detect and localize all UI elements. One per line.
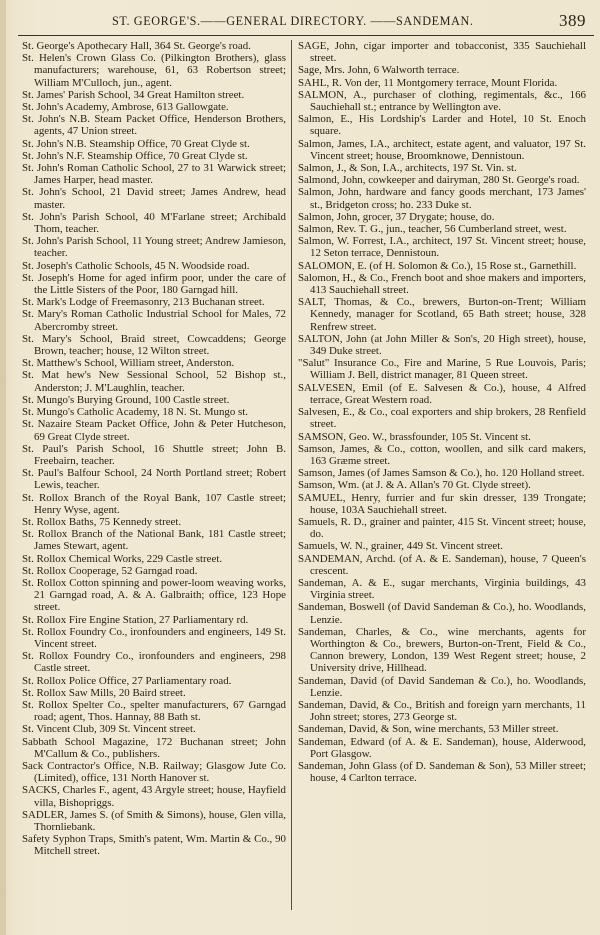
directory-entry: Sandeman, Boswell (of David Sandeman & Co.), ho. Woodlands, Lenzie. [298, 601, 586, 626]
directory-entry: "Salut" Insurance Co., Fire and Marine, 5 Rue Louvois, Paris; William J. Bell, district manager, 81 Queen street. [298, 357, 586, 382]
directory-entry: Salmon, E., His Lordship's Larder and Hotel, 10 St. Enoch square. [298, 113, 586, 138]
column-divider [291, 40, 292, 910]
directory-entry: St. John's Parish School, 11 Young street; Andrew Jamieson, teacher. [22, 235, 286, 260]
directory-entry: St. John's N.F. Steamship Office, 70 Great Clyde st. [22, 149, 248, 162]
binding-gutter [0, 0, 6, 935]
directory-entry: Safety Syphon Traps, Smith's patent, Wm. Martin & Co., 90 Mitchell street. [22, 833, 286, 858]
directory-entry: St. Mary's Roman Catholic Industrial School for Males, 72 Abercromby street. [22, 308, 286, 333]
directory-entry: Sandeman, David (of David Sandeman & Co.), ho. Woodlands, Lenzie. [298, 674, 586, 699]
directory-entry: St. Matthew's School, William street, Anderston. [22, 357, 235, 370]
running-head: ST. GEORGE'S.——GENERAL DIRECTORY. ——SANDEMAN. [112, 14, 474, 28]
directory-entry: St. Paul's Parish School, 16 Shuttle street; John B. Freebairn, teacher. [22, 442, 286, 467]
directory-entry: SALOMON, E. (of H. Solomon & Co.), 15 Rose st., Garnethill. [298, 259, 577, 272]
directory-entry: St. James' Parish School, 34 Great Hamilton street. [22, 88, 245, 101]
directory-entry: Salvesen, E., & Co., coal exporters and ship brokers, 28 Renfield street. [298, 406, 586, 431]
directory-entry: SALMON, A., purchaser of clothing, regimentals, &c., 166 Sauchiehall st.; entrance by Wellington ave. [298, 88, 586, 114]
left-column [22, 40, 286, 915]
page-header [26, 11, 592, 32]
directory-entry: St. John's N.B. Steam Packet Office, Henderson Brothers, agents, 47 Union street. [22, 113, 286, 138]
directory-entry: St. Paul's Balfour School, 24 North Portland street; Robert Lewis, teacher. [22, 467, 286, 492]
directory-entry: SANDEMAN, Archd. (of A. & E. Sandeman), house, 7 Queen's crescent. [298, 552, 586, 577]
right-column [298, 40, 586, 915]
directory-entry: St. Mat hew's New Sessional School, 52 Bishop st., Anderston; J. M'Laughlin, teacher. [22, 369, 286, 394]
directory-entry: Sabbath School Magazine, 172 Buchanan street; John M'Callum & Co., publishers. [22, 735, 286, 760]
directory-entry: Sandeman, Charles, & Co., wine merchants, agents for Worthington & Co., brewers, Burton-on-Trent, Field & Co., Cannon brewery, London, 139 West Regent street; house, 2 University drive, Hillhead. [298, 625, 586, 675]
directory-entry: Samson, James (of James Samson & Co.), ho. 120 Holland street. [298, 467, 585, 480]
directory-entry: SAGE, John, cigar importer and tobacconist, 335 Sauchiehall street. [298, 40, 586, 65]
directory-entry: SALT, Thomas, & Co., brewers, Burton-on-Trent; William Kennedy, manager for Scotland, 65 Bath street; house, 328 Renfrew street. [298, 296, 586, 333]
directory-entry: St. Joseph's Home for aged infirm poor, under the care of the Little Sisters of the Poor, 180 Garngad hill. [22, 271, 286, 297]
directory-entry: St. Rollox Cooperage, 52 Garngad road. [22, 564, 198, 577]
directory-entry: SAMUEL, Henry, furrier and fur skin dresser, 139 Trongate; house, 103A Sauchiehall street. [298, 491, 586, 516]
directory-entry: St. Mary's School, Braid street, Cowcaddens; George Brown, teacher; house, 12 Wilton street. [22, 332, 286, 358]
directory-entry: St. Rollox Police Office, 27 Parliamentary road. [22, 674, 232, 687]
directory-entry: St. Rollox Spelter Co., spelter manufacturers, 67 Garngad road; agent, Thos. Hannay, 88 Bath st. [22, 698, 286, 724]
directory-entry: Samson, James, & Co., cotton, woollen, and silk card makers, 163 Græme street. [298, 442, 586, 467]
directory-entry: Salomon, H., & Co., French boot and shoe makers and importers, 413 Sauchiehall street. [298, 271, 586, 297]
directory-entry: SACKS, Charles F., agent, 43 Argyle street; house, Hayfield villa, Bishopriggs. [22, 784, 286, 809]
directory-entry: Salmond, John, cowkeeper and dairyman, 280 St. George's road. [298, 174, 580, 187]
directory-entry: Samuels, R. D., grainer and painter, 415 St. Vincent street; house, do. [298, 515, 586, 541]
directory-entry: St. Rollox Fire Engine Station, 27 Parliamentary rd. [22, 613, 249, 626]
directory-entry: St. Rollox Branch of the National Bank, 181 Castle street; James Stewart, agent. [22, 528, 286, 553]
directory-entry: St. Vincent Club, 309 St. Vincent street. [22, 723, 196, 736]
directory-entry: Salmon, J., & Son, I.A., architects, 197 St. Vin. st. [298, 162, 517, 175]
directory-entry: Samson, Wm. (at J. & A. Allan's 70 Gt. Clyde street). [298, 479, 531, 492]
directory-entry: SALVESEN, Emil (of E. Salvesen & Co.), house, 4 Alfred terrace, Great Western road. [298, 381, 586, 406]
directory-entry: St. Rollox Foundry Co., ironfounders and engineers, 298 Castle street. [22, 650, 286, 675]
page-number: 389 [559, 11, 586, 30]
directory-entry: SALTON, John (at John Miller & Son's, 20 High street), house, 349 Duke street. [298, 332, 586, 358]
directory-entry: Sage, Mrs. John, 6 Walworth terrace. [298, 64, 460, 77]
directory-entry: Sandeman, David, & Son, wine merchants, 53 Miller street. [298, 723, 559, 736]
directory-entry: St. Rollox Chemical Works, 229 Castle street. [22, 552, 223, 565]
directory-entry: St. John's School, 21 David street; James Andrew, head master. [22, 186, 286, 211]
directory-entry: St. Rollox Branch of the Royal Bank, 107 Castle street; Henry Wyse, agent. [22, 491, 286, 516]
directory-entry: St. John's Roman Catholic School, 27 to 31 Warwick street; James Harper, head master. [22, 162, 286, 187]
directory-entry: Sandeman, A. & E., sugar merchants, Virginia buildings, 43 Virginia street. [298, 576, 586, 602]
directory-entry: Salmon, John, grocer, 37 Drygate; house, do. [298, 210, 495, 223]
directory-entry: St. John's Parish School, 40 M'Farlane street; Archibald Thom, teacher. [22, 210, 286, 236]
directory-entry: Sandeman, Edward (of A. & E. Sandeman), house, Alderwood, Port Glasgow. [298, 735, 586, 760]
directory-entry: St. Rollox Baths, 75 Kennedy street. [22, 515, 182, 528]
directory-entry: St. Helen's Crown Glass Co. (Pilkington Brothers), glass manufacturers; warehouse, 61, 63 Robertson street; William M'Culloch, jun., agent. [22, 52, 286, 89]
directory-entry: St. John's N.B. Steamship Office, 70 Great Clyde st. [22, 137, 250, 150]
directory-entry: St. Mungo's Catholic Academy, 18 N. St. Mungo st. [22, 406, 249, 419]
directory-entry: St. Rollox Cotton spinning and power-loom weaving works, 21 Garngad road, A. & A. Galbraith; office, 123 Hope street. [22, 576, 286, 614]
directory-entry: SAHL, R. Von der, 11 Montgomery terrace, Mount Florida. [298, 76, 558, 89]
directory-entry: St. Rollox Foundry Co., ironfounders and engineers, 149 St. Vincent street. [22, 625, 286, 650]
directory-entry: St. Rollox Saw Mills, 20 Baird street. [22, 686, 186, 699]
directory-entry: Samuels, W. N., grainer, 449 St. Vincent street. [298, 540, 503, 553]
directory-entry: St. George's Apothecary Hall, 364 St. George's road. [22, 40, 251, 52]
directory-entry: Salmon, John, hardware and fancy goods merchant, 173 James' st., Bridgeton cross; ho. 233 Duke st. [298, 186, 586, 211]
directory-entry: St. Mark's Lodge of Freemasonry, 213 Buchanan street. [22, 296, 265, 309]
directory-entry: SADLER, James S. (of Smith & Simons), house, Glen villa, Thornliebank. [22, 808, 286, 833]
directory-entry: Sandeman, John Glass (of D. Sandeman & Son), 53 Miller street; house, 4 Carlton terrace. [298, 759, 586, 785]
directory-entry: Sack Contractor's Office, N.B. Railway; Glasgow Jute Co. (Limited), office, 131 North Hanover st. [22, 759, 286, 785]
directory-entry: St. John's Academy, Ambrose, 613 Gallowgate. [22, 101, 229, 114]
directory-entry: Salmon, James, I.A., architect, estate agent, and valuator, 197 St. Vincent street; house, Broomknowe, Dennistoun. [298, 137, 586, 162]
directory-entry: Salmon, W. Forrest, I.A., architect, 197 St. Vincent street; house, 12 Seton terrace, Dennistoun. [298, 235, 586, 260]
directory-entry: Salmon, Rev. T. G., jun., teacher, 56 Cumberland street, west. [298, 223, 567, 236]
directory-entry: SAMSON, Geo. W., brassfounder, 105 St. Vincent st. [298, 430, 531, 443]
directory-entry: Sandeman, David, & Co., British and foreign yarn merchants, 11 John street; stores, 273 George st. [298, 698, 586, 724]
directory-entry: St. Mungo's Burying Ground, 100 Castle street. [22, 393, 230, 406]
header-rule [18, 35, 594, 36]
directory-entry: St. Joseph's Catholic Schools, 45 N. Woodside road. [22, 259, 250, 272]
directory-entry: St. Nazaire Steam Packet Office, John & Peter Hutcheson, 69 Great Clyde street. [22, 418, 286, 443]
